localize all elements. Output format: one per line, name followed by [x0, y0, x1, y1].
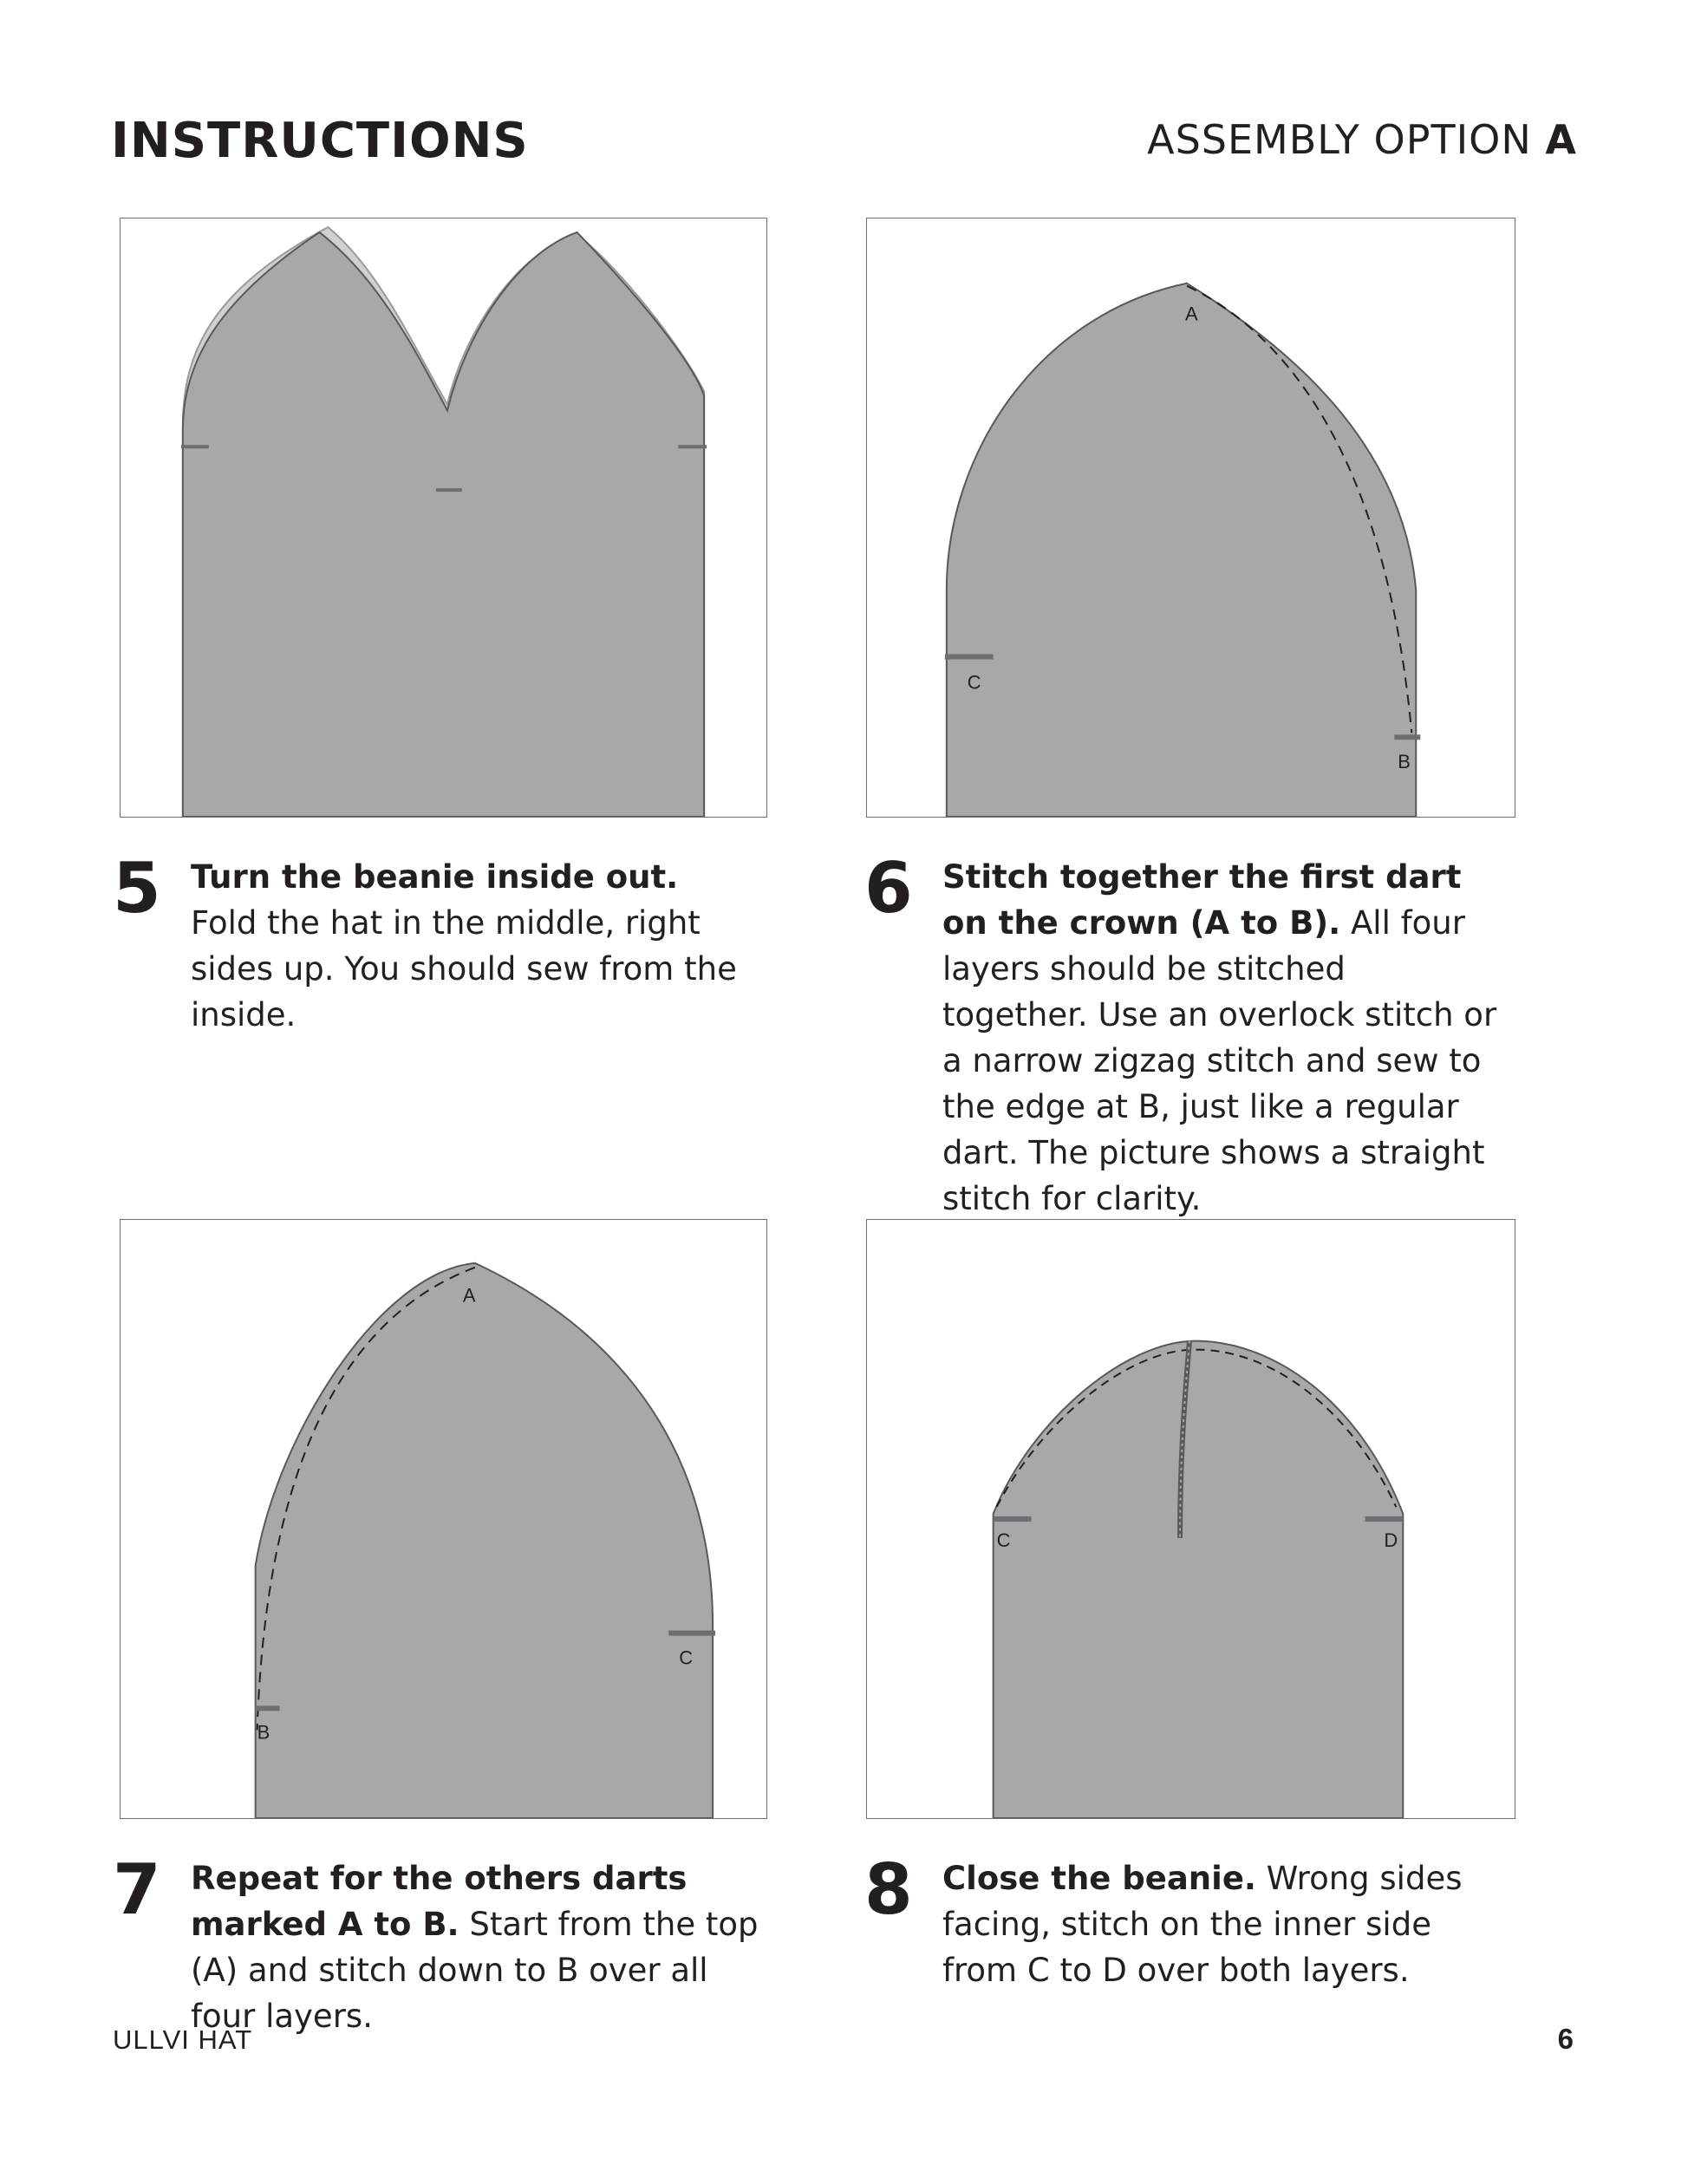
label-a: A: [1185, 303, 1198, 325]
page-number: 6: [1557, 2023, 1574, 2055]
folded-hat-illustration: [121, 218, 766, 817]
step-6-body: All four layers should be stitched together. Use an overlock stitch or a narrow zigzag stitch and sew to the edge at B, just like a regular dart. The picture shows a straight stitch for clarity.: [942, 904, 1497, 1217]
step-5-body: Fold the hat in the middle, right sides up. You should sew from the inside.: [191, 904, 737, 1033]
step-6-text: [942, 854, 1497, 1222]
footer-pattern-name: ULLVI HAT: [113, 2024, 253, 2055]
step-5-number: 5: [113, 848, 161, 929]
section-prefix: ASSEMBLY OPTION: [1147, 116, 1532, 163]
step-8-number: 8: [864, 1849, 913, 1930]
step-7-diagram: [120, 1219, 767, 1819]
label-d: D: [1384, 1529, 1398, 1551]
label-b: B: [1398, 751, 1411, 773]
step-6-number: 6: [864, 848, 913, 929]
step-5-text: [191, 854, 746, 1038]
label-c: C: [679, 1646, 694, 1669]
step-6-diagram: [866, 218, 1515, 818]
step-8-body: Wrong sides facing, stitch on the inner side from C to D over both layers.: [942, 1860, 1463, 1989]
step-5-bold: Turn the beanie inside out.: [191, 858, 679, 896]
step-8-bold: Close the beanie.: [942, 1860, 1256, 1897]
step-8-diagram: [866, 1219, 1515, 1819]
step-8-text: [942, 1855, 1463, 1993]
label-c: C: [967, 671, 981, 694]
page-title: INSTRUCTIONS: [111, 113, 529, 169]
step-6-bold: Stitch together the first dart on the crown (A to B).: [942, 858, 1462, 942]
step-7-text: [191, 1855, 780, 2039]
other-darts-illustration: [121, 1220, 766, 1818]
step-7-bold: Repeat for the others darts marked A to B.: [191, 1860, 688, 1943]
step-7-number: 7: [113, 1849, 161, 1930]
label-b: B: [257, 1721, 270, 1744]
label-c: C: [996, 1529, 1011, 1551]
section-letter: A: [1545, 116, 1577, 163]
close-beanie-illustration: [867, 1220, 1515, 1818]
section-heading: [1147, 116, 1577, 163]
step-7-body: Start from the top (A) and stitch down to B over all four layers.: [191, 1906, 759, 2035]
dart-a-to-b-illustration: [867, 218, 1515, 817]
step-5-diagram: [120, 218, 767, 818]
label-a: A: [462, 1284, 476, 1307]
